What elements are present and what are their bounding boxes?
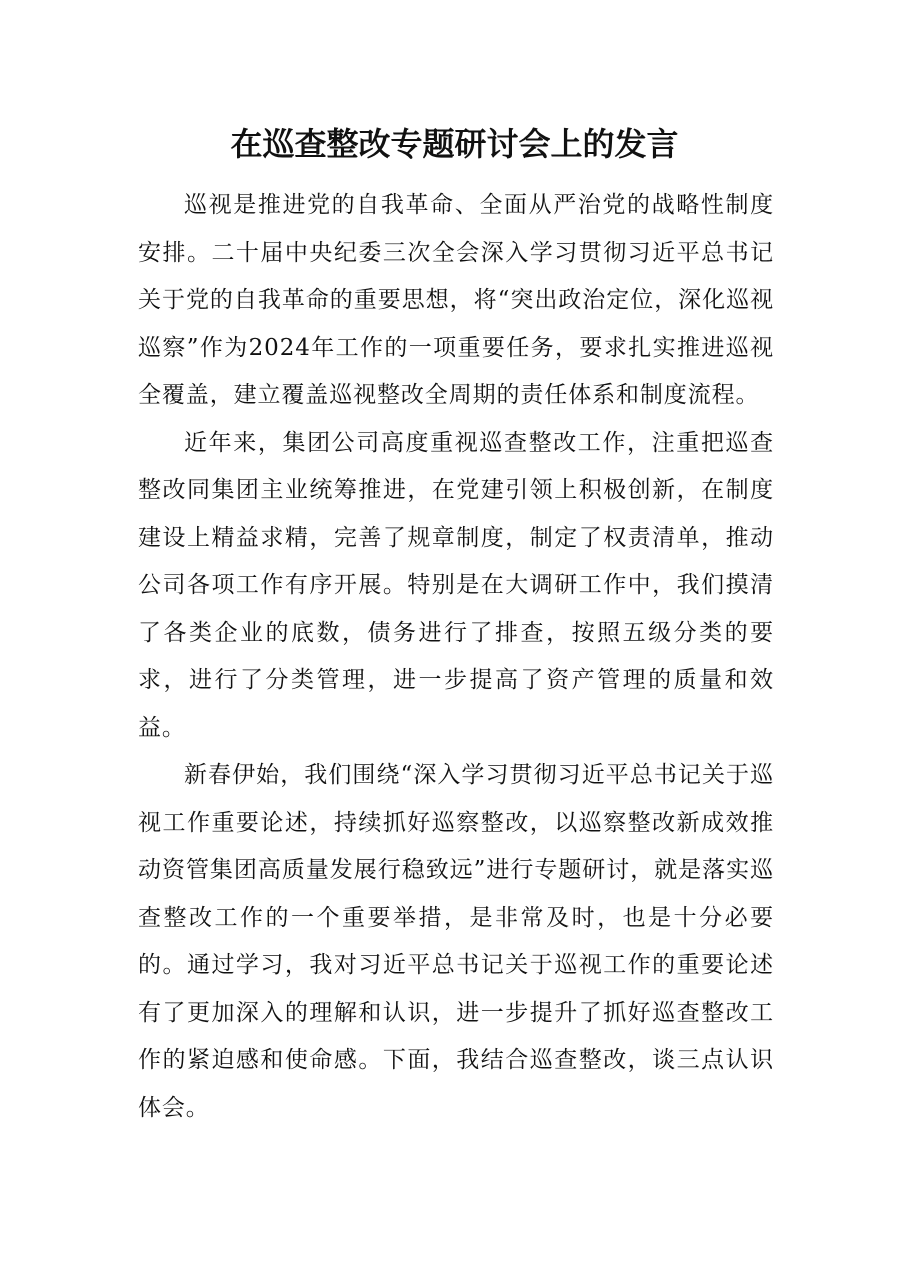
document-title: 在巡查整改专题研讨会上的发言	[230, 125, 679, 163]
paragraph-3: 新春伊始，我们围绕“深入学习贯彻习近平总书记关于巡视工作重要论述，持续抓好巡察整改，以巡察整改新成效推动资管集团高质量发展行稳致远”进行专题研讨，就是落实巡查整改工作的一个重要举措，是非常及时，也是十分必要的。通过学习，我对习近平总书记关于巡视工作的重要论述有了更加深入的理解和认识，进一步提升了抓好巡查整改工作的紧迫感和使命感。下面，我结合巡查整改，谈三点认识体会。	[138, 762, 774, 1121]
paragraph-1: 巡视是推进党的自我革命、全面从严治党的战略性制度安排。二十届中央纪委三次全会深入学习贯彻习近平总书记关于党的自我革命的重要思想，将“突出政治定位，深化巡视巡察”作为2024年工作的一项重要任务，要求扎实推进巡视全覆盖，建立覆盖巡视整改全周期的责任体系和制度流程。	[138, 192, 774, 408]
paragraph-2: 近年来，集团公司高度重视巡查整改工作，注重把巡查整改同集团主业统筹推进，在党建引领上积极创新，在制度建设上精益求精，完善了规章制度，制定了权责清单，推动公司各项工作有序开展。特别是在大调研工作中，我们摸清了各类企业的底数，债务进行了排查，按照五级分类的要求，进行了分类管理，进一步提高了资产管理的质量和效益。	[138, 429, 774, 741]
document-body	[138, 182, 774, 1132]
